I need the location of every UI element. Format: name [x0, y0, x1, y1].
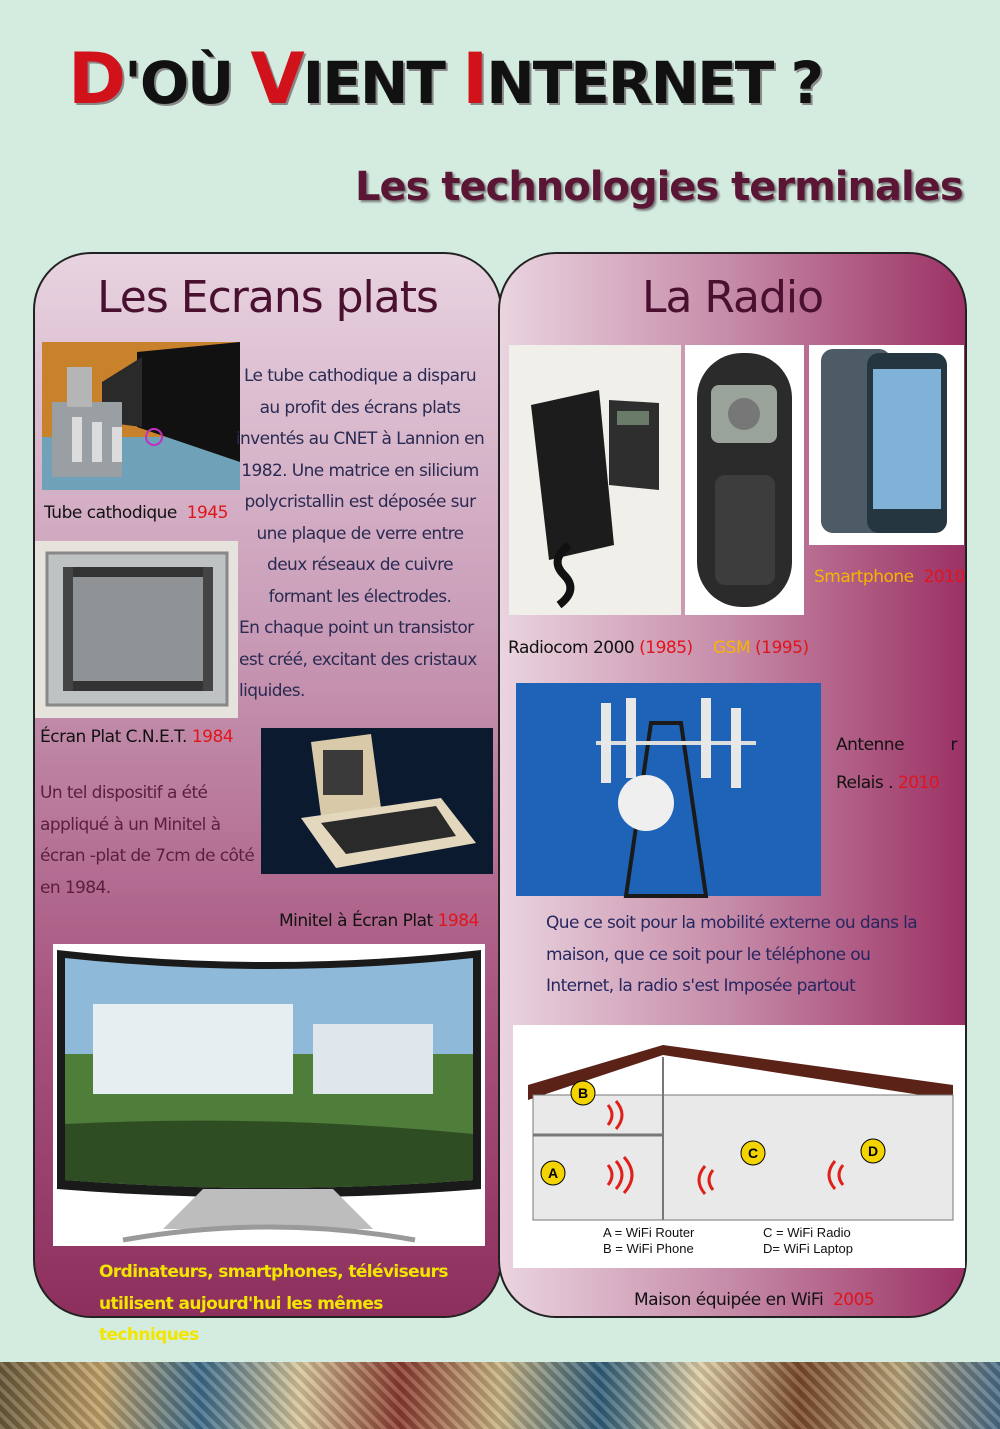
page-title [68, 38, 822, 120]
title-part-ou: 'OÙ [124, 49, 251, 117]
radiocom-caption [508, 638, 693, 658]
wifi-legend-a: A = WiFi Router [603, 1225, 695, 1240]
tube-cathodique-image [42, 342, 240, 490]
antenna-caption-r: r [950, 735, 957, 755]
title-letter-v: V [250, 38, 303, 120]
ecran-caption-label: Écran Plat C.N.E.T. [40, 727, 187, 747]
tube-caption-label: Tube cathodique [44, 503, 177, 523]
radiocom-caption-label: Radiocom 2000 [508, 638, 635, 658]
relay-antenna-image [516, 683, 821, 896]
gsm-phone-image [685, 345, 804, 615]
wifi-label-c: C [747, 1145, 759, 1161]
page-subtitle: Les technologies terminales [355, 164, 963, 210]
title-part-ient: IENT [302, 49, 463, 117]
television-image [53, 944, 485, 1246]
wifi-caption-year: 2005 [832, 1290, 875, 1310]
title-letter-d: D [68, 38, 125, 120]
antenna-caption-label: Antenne [836, 735, 905, 755]
minitel-image [261, 728, 493, 874]
wifi-caption-label: Maison équipée en WiFi [634, 1290, 824, 1310]
radiocom-phone-image [509, 345, 681, 615]
mobility-text: Que ce soit pour la mobilité externe ou dans la maison, que ce soit pour le téléphone ou Internet, la radio s'est Imposée partout [546, 913, 918, 996]
minitel-text: Un tel dispositif a été appliqué à un Minitel à écran -plat de 7cm de côté en 1984. [40, 783, 255, 898]
tube-caption-year: 1945 [186, 503, 228, 523]
wifi-label-a: A [547, 1165, 559, 1181]
antenna-caption-label2: Relais . [836, 773, 894, 793]
tube-caption [44, 503, 228, 523]
panel-radio [498, 252, 967, 1318]
gsm-caption [713, 638, 809, 658]
gsm-caption-year: (1995) [755, 638, 809, 658]
panel-heading-ecrans: Les Ecrans plats [97, 272, 438, 323]
minitel-caption-label: Minitel à Écran Plat [279, 911, 433, 931]
panel-heading-radio: La Radio [641, 272, 824, 323]
radiocom-caption-year: (1985) [639, 638, 693, 658]
ecran-caption-year: 1984 [191, 727, 234, 747]
antenna-caption-year: 2010 [897, 773, 940, 793]
title-letter-i: I [462, 38, 487, 120]
wifi-house-diagram [513, 1025, 965, 1268]
minitel-caption-year: 1984 [437, 911, 479, 931]
title-part-nternet: NTERNET ? [486, 49, 823, 117]
wifi-label-b: B [577, 1085, 589, 1101]
ecran-plat-cnet-image [35, 541, 238, 718]
minitel-caption [279, 911, 479, 931]
smartphone-image [809, 345, 964, 545]
ecran-caption [40, 727, 233, 747]
wifi-label-d: D [867, 1143, 879, 1159]
wifi-legend-c: C = WiFi Radio [763, 1225, 851, 1240]
ecrans-bottom-text: Ordinateurs, smartphones, téléviseurs utilisent aujourd'hui les mêmes techniques [99, 1262, 448, 1345]
smartphone-caption-label: Smartphone [814, 567, 914, 587]
antenna-caption-line1 [836, 735, 957, 755]
panel-ecrans-plats [33, 252, 502, 1345]
smartphone-caption [814, 567, 965, 587]
ecrans-main-text: Le tube cathodique a disparu au profit des écrans plats inventés au CNET à Lannion en 1982. Une matrice en silicium polycristallin est déposée sur une plaque de verre entre deux réseaux de cuivre formant les électrodes. [235, 366, 485, 607]
wifi-legend-b: B = WiFi Phone [603, 1241, 694, 1256]
ecrans-main-text-2: En chaque point un transistor est créé, excitant des cristaux liquides. [239, 618, 477, 701]
wifi-legend-d: D= WiFi Laptop [763, 1241, 853, 1256]
gsm-caption-label: GSM [713, 638, 751, 658]
decorative-footer-band [0, 1362, 1000, 1429]
smartphone-caption-year: 2010 [923, 567, 965, 587]
wifi-caption [634, 1290, 874, 1310]
antenna-caption-line2 [836, 773, 939, 793]
